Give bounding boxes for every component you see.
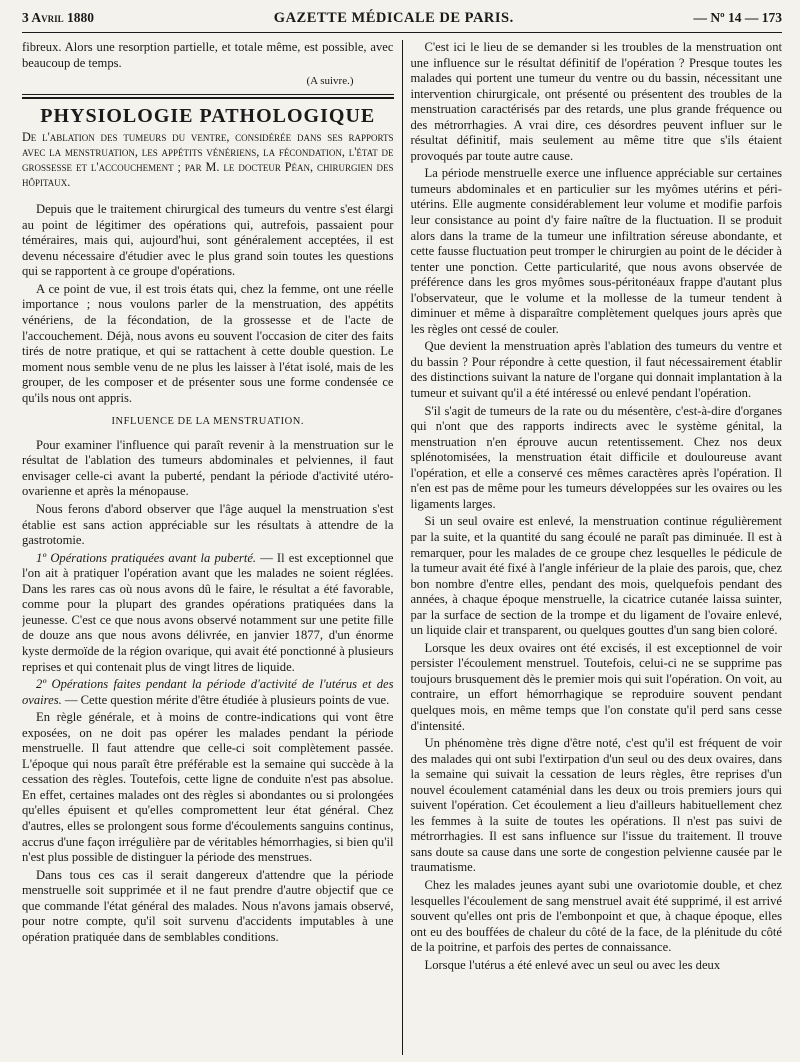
paragraph: Un phénomène très digne d'être noté, c'est qu'il est fréquent de voir des malades qui ont subi l'extirpation d'un seul ou des deux ovaires, dans la semaine qui suivait la cessation de leurs règles, être reprises d'un nouvel écoulement cataménial dans les deux ou trois premiers jours qui suivent l'opération. Cet écoulement a lieu d'ailleurs habituellement chez les femmes à la suite de toutes les opérations. Il n'est pas suivi de métrorrhagies. Il est sans influence sur l'issue du traitement. Il trouve sans doute sa cause dans une sorte de congestion pelvienne causée par le traumatisme. <box>410 736 782 875</box>
article-subtitle <box>22 130 394 190</box>
section-divider <box>22 94 394 99</box>
left-column <box>22 40 403 1055</box>
article-author: par M. le docteur Péan, chirurgien des hôpitaux. <box>22 160 394 190</box>
to-be-continued: (A suivre.) <box>306 75 354 88</box>
paragraph: C'est ici le lieu de se demander si les troubles de la menstruation ont une influence sur le résultat définitif de l'opération ? Presque toutes les malades qui portent une tumeur du ventre ou du bassin, nécessitant une intervention chirurgicale, ont présenté ou présentent des troubles de la menstruation caractérisés par des retards, une plus grande fréquence ou des métrorrhagies. A vrai dire, ces désordres peuvent influer sur le résultat définitif, mais seulement au même titre que s'ils étaient provoqués par toute autre cause. <box>410 40 782 163</box>
paragraph: La période menstruelle exerce une influence appréciable sur certaines tumeurs abdominales et en particulier sur les myômes utérins et péri-utérins. Elle augmente considérablement leur volume et modifie parfois leur consistance au point d'y faire naître de la fluctuation. Il se produit alors dans la trame de la tumeur une infiltration séreuse abondante, et cette fausse fluctuation peut tromper le chirurgien au point de le décider à tenter une ponction. Cette particularité, que nous avons observée de préférence dans les gros myômes sous-péritonéaux frappe d'autant plus l'observateur, que le volume et la mollesse de la tumeur tendent à diminuer et même à disparaître complètement quelques jours après que les règles ont cessé de couler. <box>410 166 782 336</box>
right-column <box>403 40 783 1055</box>
newspaper-page <box>22 10 782 1055</box>
header-rule <box>22 32 782 33</box>
paragraph: Lorsque les deux ovaires ont été excisés, il est exceptionnel de voir persister l'écoulement menstruel. Toutefois, celui-ci ne se supprime pas toujours brusquement dès le premier mois qui suit l'opération. On voit, au contraire, un effort hémorrhagique se reproduire souvent pendant quelques mois, en même temps que l'on constate qu'il perd sans cesse d'intensité. <box>410 640 782 733</box>
paragraph: Pour examiner l'influence qui paraît revenir à la menstruation sur le résultat de l'ablation des tumeurs abdominales et pelviennes, il faut envisager celle-ci avant la puberté, pendant la période d'activité utéro-ovarienne et après la ménopause. <box>22 437 394 499</box>
paragraph-label: 1º Opérations pratiquées avant la puberté. <box>36 550 257 565</box>
issue-page-number: — Nº 14 — 173 <box>693 10 782 25</box>
journal-title: GAZETTE MÉDICALE DE PARIS. <box>273 10 514 26</box>
page-header <box>22 10 782 28</box>
paragraph: Chez les malades jeunes ayant subi une ovariotomie double, et chez lesquelles l'écoulement de sang menstruel avait été supprimé, il est arrivé souvent qu'elles ont pris de l'embonpoint et que, à chaque époque, elles ont eu des bouffées de chaleur du côté de la face, de la plénitude du côté de la poitrine, et parfois des pertes de connaissance. <box>410 877 782 955</box>
paragraph-text: — Cette question mérite d'être étudiée à plusieurs points de vue. <box>61 692 390 707</box>
paragraph: En règle générale, et à moins de contre-indications qui vont être exposées, on ne doit pas opérer les malades pendant la période menstruelle. Il faut attendre que celle-ci soit complètement passée. L'époque qui nous paraît être préférable est la semaine qui succède à la cessation des règles. Toutefois, cette ligne de conduite n'est pas absolue. En effet, certaines malades ont des règles si abondantes ou si prolongées qu'elles épuisent et qu'elles compromettent leur état général. Chez d'autres, elles se prolongent sous forme d'écoulements sanguins continus, accrus d'une façon irrégulière par de véritables hémorrhagies, si bien qu'il n'est plus possible de distinguer la période des menstrues. <box>22 710 394 865</box>
article-columns <box>22 40 782 1055</box>
paragraph: S'il s'agit de tumeurs de la rate ou du mésentère, c'est-à-dire d'organes qui n'ont que des rapports indirects avec le système génital, la menstruation n'en éprouve aucun retentissement. Chez nos deux splénotomisées, la menstruation était difficile et douloureuse avant l'opération, et elle a conservé ces mêmes caractères après l'opération. Il n'en est pas de même pour les tumeurs développées sur les ovaires ou les ligaments larges. <box>410 403 782 511</box>
continuation-text: fibreux. Alors une resorption partielle, et totale même, est possible, avec beaucoup de temps. <box>22 40 394 70</box>
section-title: PHYSIOLOGIE PATHOLOGIQUE <box>40 104 376 127</box>
paragraph: Nous ferons d'abord observer que l'âge auquel la menstruation s'est établie est sans action appréciable sur les résultats à attendre de la gastrotomie. <box>22 502 394 548</box>
paragraph: Que devient la menstruation après l'ablation des tumeurs du ventre et du bassin ? Pour répondre à cette question, il faut nécessairement établir des distinctions suivant la nature de l'organe qui donnait implantation à la tumeur et suivant qu'il a été intéressé ou enlevé pendant l'opération. <box>410 339 782 401</box>
paragraph: Depuis que le traitement chirurgical des tumeurs du ventre s'est élargi au point de légitimer des opérations qui, autrefois, passaient pour téméraires, mais qui, aujourd'hui, sont généralement acceptées, il est devenu nécessaire d'étudier avec le plus grand soin toutes les questions qui se rapportent à ce groupe d'opérations. <box>22 202 394 279</box>
paragraph: A ce point de vue, il est trois états qui, chez la femme, ont une réelle importance ; nous voulons parler de la menstruation, des appétits vénériens, de la fécondation, de la grossesse et de l'acte de l'accouchement. Déjà, nous avons eu souvent l'occasion de citer des faits tirés de notre pratique, et qui se rattachent à cette double question. Le moment nous semble venu de ne plus les laisser à l'état isolé, mais de les grouper, de les composer et de présenter sous une forme condensée ce qu'ils nous ont appris. <box>22 281 394 405</box>
article-title: De l'ablation des tumeurs du ventre, considérée dans ses rapports avec la menstruation, les appétits vénériens, la fécondation, l'état de grossesse et l'accouchement ; <box>22 130 394 175</box>
paragraph <box>22 551 394 675</box>
paragraph <box>22 677 394 708</box>
paragraph: Si un seul ovaire est enlevé, la menstruation continue régulièrement par la suite, et la quantité du sang écoulé ne paraît pas diminuée. Il est à remarquer, pour les malades de ce groupe chez lesquelles le pédicule de la tumeur avait été fixé à l'angle inférieur de la plaie des parois, que, chez bon nombre d'entre elles, pendant des mois, quelquefois pendant des années, à chaque époque menstruelle, la cicatrice cutanée laissa suinter, par la surface de section de la trompe et du ligament de l'ovaire enlevé, un liquide clair et transparent, ou quelques gouttes d'un sang bien coloré. <box>410 514 782 638</box>
subsection-heading: INFLUENCE DE LA MENSTRUATION. <box>111 416 304 428</box>
paragraph: Dans tous ces cas il serait dangereux d'attendre que la période menstruelle soit supprimée et il ne faut prendre d'autre objectif que ce que commande l'état général des malades. Nous n'avons jamais observé, pour notre compte, qu'il soit survenu d'accidents imputables à une opération pratiquée dans de semblables conditions. <box>22 867 394 944</box>
paragraph-label: 2º Opérations faites pendant la période d'activité de l'utérus et des ovaires. <box>22 677 394 707</box>
paragraph-text: — Il est exceptionnel que l'on ait à pratiquer l'opération avant que les malades ne soient réglées. Dans les rares cas où nous avons dû le faire, le résultat a été favorable, comme pour la plupart des grandes opérations pratiquées dans la jeunesse. C'est ce que nous avons observé notamment sur une petite fille de douze ans que nous avons délivrée, en janvier 1877, d'un énorme kyste dermoïde de la région ovarique, qui avait été ponctionné à plusieurs reprises et qui contenait plus de vingt litres de liquide. <box>22 550 394 674</box>
issue-date: 3 Avril 1880 <box>22 10 95 25</box>
paragraph: Lorsque l'utérus a été enlevé avec un seul ou avec les deux <box>424 957 721 972</box>
